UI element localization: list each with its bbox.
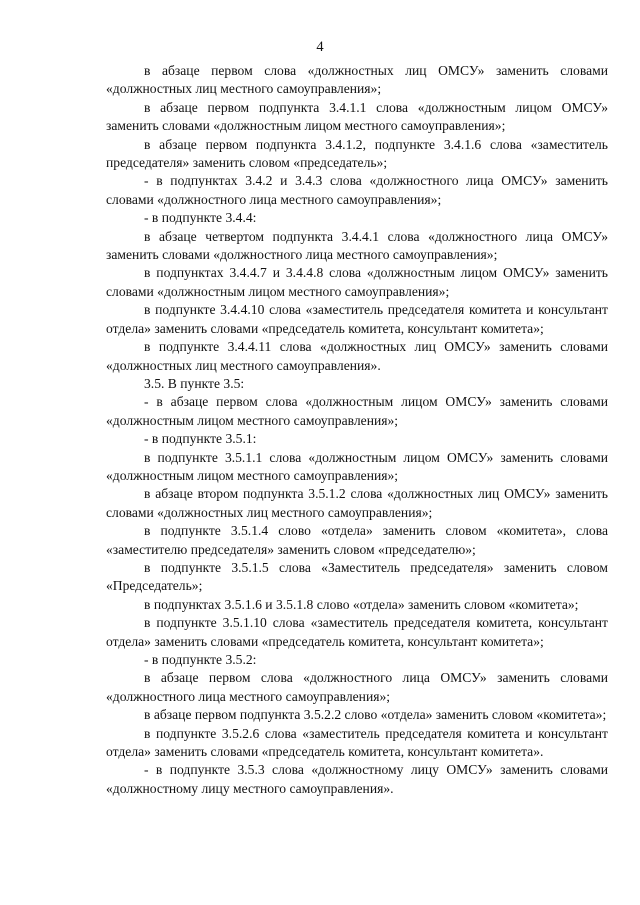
page-number: 4 — [316, 39, 324, 55]
paragraph: в абзаце первом подпункта 3.5.2.2 слово «отдела» заменить словом «комитета»; — [144, 707, 607, 723]
paragraph: - в подпункте 3.5.1: — [144, 431, 257, 447]
paragraph: в подпункте 3.5.2.6 слова «заместитель председателя комитета и консультант отдела» заменить словами «председатель комитета, консультант комитета». — [106, 725, 608, 760]
paragraph: в подпункте 3.5.1.10 слова «заместитель председателя комитета, консультант отдела» заменить словами «председатель комитета, консультант комитета»; — [106, 615, 608, 649]
paragraph: - в абзаце первом слова «должностным лицом ОМСУ» заменить словами «должностным лицом местного самоуправления»; — [106, 394, 608, 428]
paragraph: - в подпунктах 3.4.2 и 3.4.3 слова «должностного лица ОМСУ» заменить словами «должностного лица местного самоуправления»; — [106, 173, 608, 207]
paragraph: в подпункте 3.5.1.4 слово «отдела» заменить словом «комитета», слова «заместителю председателя» заменить словом «председателю»; — [106, 523, 608, 557]
paragraph: в подпунктах 3.5.1.6 и 3.5.1.8 слово «отдела» заменить словом «комитета»; — [144, 596, 579, 612]
paragraph: 3.5. В пункте 3.5: — [144, 375, 245, 391]
paragraph: в абзаце первом подпункта 3.4.1.2, подпункте 3.4.1.6 слова «заместитель председателя» заменить словом «председатель»; — [106, 136, 608, 171]
paragraph: - в подпункте 3.4.4: — [144, 210, 257, 226]
paragraph: в абзаце втором подпункта 3.5.1.2 слова «должностных лиц ОМСУ» заменить словами «должностных лиц местного самоуправления»; — [106, 486, 608, 520]
paragraph: в абзаце первом слова «должностных лиц ОМСУ» заменить словами «должностных лиц местного самоуправления»; — [106, 63, 608, 97]
paragraph: в абзаце четвертом подпункта 3.4.4.1 слова «должностного лица ОМСУ» заменить словами «должностного лица местного самоуправления»; — [106, 228, 608, 263]
paragraph: - в подпункте 3.5.2: — [144, 652, 257, 667]
document-body — [106, 62, 608, 798]
paragraph: в подпункте 3.5.1.5 слова «Заместитель председателя» заменить словом «Председатель»; — [106, 559, 608, 594]
paragraph: - в подпункте 3.5.3 слова «должностному лицу ОМСУ» заменить словами «должностному лицу местного самоуправления». — [106, 762, 608, 796]
paragraph: в абзаце первом подпункта 3.4.1.1 слова «должностным лицом ОМСУ» заменить словами «должностным лицом местного самоуправления»; — [106, 99, 608, 134]
paragraph: в подпункте 3.5.1.1 слова «должностным лицом ОМСУ» заменить словами «должностным лицом местного самоуправления»; — [106, 449, 608, 483]
paragraph: в абзаце первом слова «должностного лица ОМСУ» заменить словами «должностного лица местного самоуправления»; — [106, 670, 608, 704]
paragraph: в подпункте 3.4.4.11 слова «должностных лиц ОМСУ» заменить словами «должностных лиц местного самоуправления». — [106, 339, 608, 373]
paragraph: в подпунктах 3.4.4.7 и 3.4.4.8 слова «должностным лицом ОМСУ» заменить словами «должностным лицом местного самоуправления»; — [106, 265, 608, 299]
paragraph: в подпункте 3.4.4.10 слова «заместитель председателя комитета и консультант отдела» заменить словами «председатель комитета, консультант комитета»; — [106, 302, 608, 336]
